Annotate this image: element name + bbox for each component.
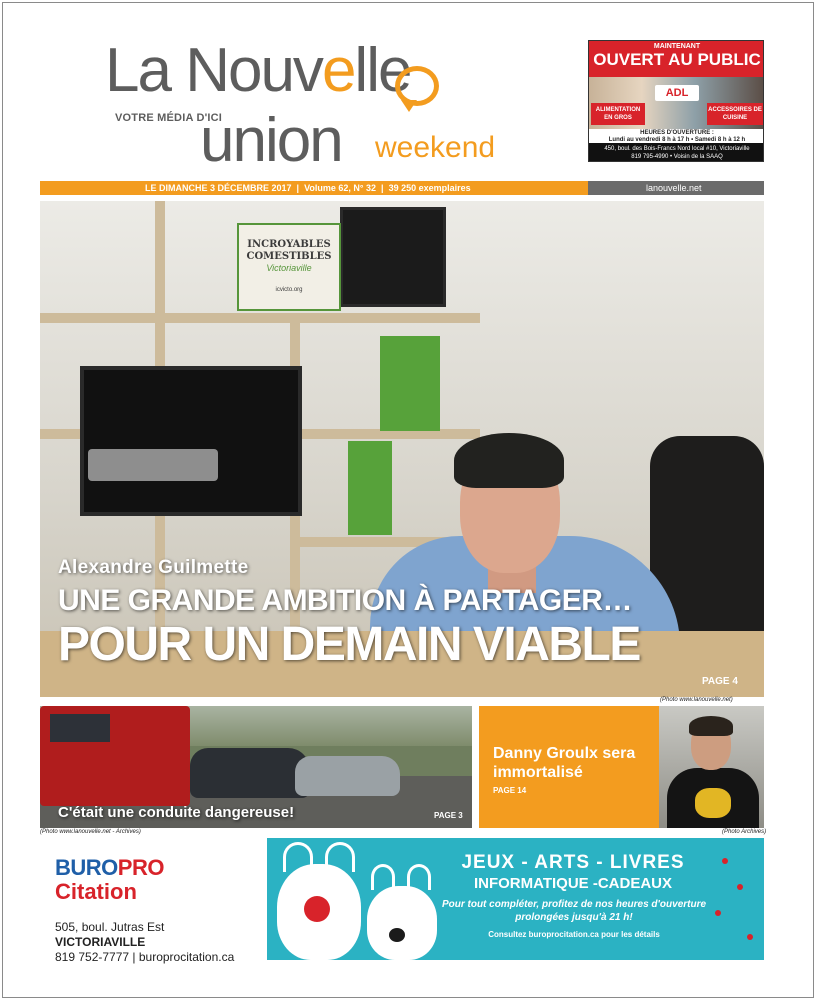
banner-line-3: Pour tout compléter, profitez de nos heures d'ouverture prolongées jusqu'à 21 h! — [441, 899, 707, 923]
masthead[interactable] — [105, 36, 505, 180]
top-ad-header — [589, 41, 764, 77]
top-ad-small: MAINTENANT — [653, 43, 701, 50]
sign-title: INCROYABLES COMESTIBLES — [246, 239, 332, 262]
truck-window — [50, 714, 110, 742]
hero-headline-2: POUR UN DEMAIN VIABLE — [58, 618, 640, 671]
hockey-page-ref: PAGE 14 — [493, 786, 527, 795]
issue-volume: Volume 62, N° 32 — [304, 183, 377, 193]
ornament-icon — [715, 910, 721, 916]
masthead-union: union — [200, 106, 342, 175]
hockey-story[interactable] — [479, 706, 659, 828]
hockey-photo-credit: (Photo Archives) — [722, 829, 767, 835]
crash-caption: C'était une conduite dangereuse! — [58, 804, 295, 821]
masthead-edition: weekend — [375, 131, 496, 164]
hero-story[interactable] — [40, 201, 764, 697]
black-nose — [389, 928, 405, 942]
masthead-e: e — [321, 36, 355, 105]
jersey-logo — [695, 788, 731, 818]
top-ad-phone: 819 795-4990 • Voisin de la SAAQ — [631, 154, 723, 160]
monitor-arm — [88, 449, 218, 481]
player-hair — [689, 716, 733, 736]
issue-copies: 39 250 exemplaires — [388, 183, 471, 193]
wrecked-car — [295, 756, 400, 796]
fire-truck — [40, 706, 190, 806]
top-ad-address: 450, boul. des Bois-Francs Nord local #10, Victoriaville — [604, 146, 750, 152]
top-ad-footer — [589, 143, 764, 162]
incroyables-comestibles-sign — [237, 223, 341, 311]
hockey-headline: Danny Groulx sera immortalisé — [493, 745, 636, 781]
ornament-icon — [747, 934, 753, 940]
shelf — [40, 313, 480, 323]
crash-page-ref: PAGE 3 — [434, 811, 463, 820]
hero-headline-1: UNE GRANDE AMBITION À PARTAGER… — [58, 584, 632, 617]
issue-date: LE DIMANCHE 3 DÉCEMBRE 2017 — [145, 183, 292, 193]
top-ad-brand-logo: ADL — [655, 85, 699, 101]
reindeer-icon — [367, 886, 437, 960]
site-link[interactable]: lanouvelle.net — [588, 181, 764, 195]
banner-line-1: JEUX - ARTS - LIVRES — [461, 852, 685, 873]
sign-subtitle: Victoriaville — [266, 263, 312, 273]
speech-bubble-tail — [401, 100, 417, 112]
top-ad-hours-text: Lundi au vendredi 8 h à 17 h • Samedi 8 h à 12 h — [608, 137, 746, 143]
banner-line-4: Consultez buroprocitation.ca pour les détails — [488, 930, 660, 939]
buropro-advertisement[interactable] — [55, 855, 255, 964]
buropro-street: 505, boul. Jutras Est — [55, 920, 165, 934]
masthead-tagline: VOTRE MÉDIA D'ICI — [115, 112, 223, 124]
citation-logo: Citation — [55, 879, 137, 904]
top-ad-hours-title: HEURES D'OUVERTURE : — [640, 130, 714, 136]
masthead-title: La Nouvelle — [105, 36, 411, 105]
small-monitor — [340, 207, 446, 307]
top-ad-hours — [589, 129, 764, 143]
wrecked-car — [190, 748, 310, 798]
green-bin — [348, 441, 392, 535]
hockey-photo[interactable] — [659, 706, 764, 828]
ornament-icon — [737, 884, 743, 890]
person-hair — [454, 433, 564, 488]
hero-page-ref: PAGE 4 — [702, 676, 738, 687]
holiday-banner-ad[interactable] — [267, 838, 764, 960]
buropro-address — [55, 920, 255, 965]
hero-person-name: Alexandre Guilmette — [58, 557, 249, 578]
crash-story[interactable] — [40, 706, 472, 828]
buropro-logo: BUROPRO — [55, 855, 164, 880]
date-bar: LE DIMANCHE 3 DÉCEMBRE 2017 | Volume 62, N° 32 | 39 250 exemplaires — [40, 181, 588, 195]
hero-photo-credit: (Photo www.lanouvelle.net) — [660, 697, 733, 703]
top-advertisement[interactable] — [588, 40, 764, 162]
green-bin — [380, 336, 440, 431]
ornament-icon — [722, 858, 728, 864]
desktop-monitor — [80, 366, 302, 516]
banner-line-2: INFORMATIQUE -CADEAUX — [473, 875, 673, 892]
buropro-city: VICTORIAVILLE — [55, 935, 146, 949]
top-ad-badge-left: ALIMENTATION EN GROS — [591, 103, 645, 125]
top-ad-headline: OUVERT AU PUBLIC — [593, 50, 761, 69]
sign-website: icvicto.org — [275, 287, 303, 293]
top-ad-badge-right: ACCESSOIRES DE CUISINE — [707, 103, 763, 125]
red-nose — [304, 896, 330, 922]
crash-photo-credit: (Photo www.lanouvelle.net - Archives) — [40, 829, 141, 835]
buropro-contact: 819 752-7777 | buroprocitation.ca — [55, 950, 235, 964]
